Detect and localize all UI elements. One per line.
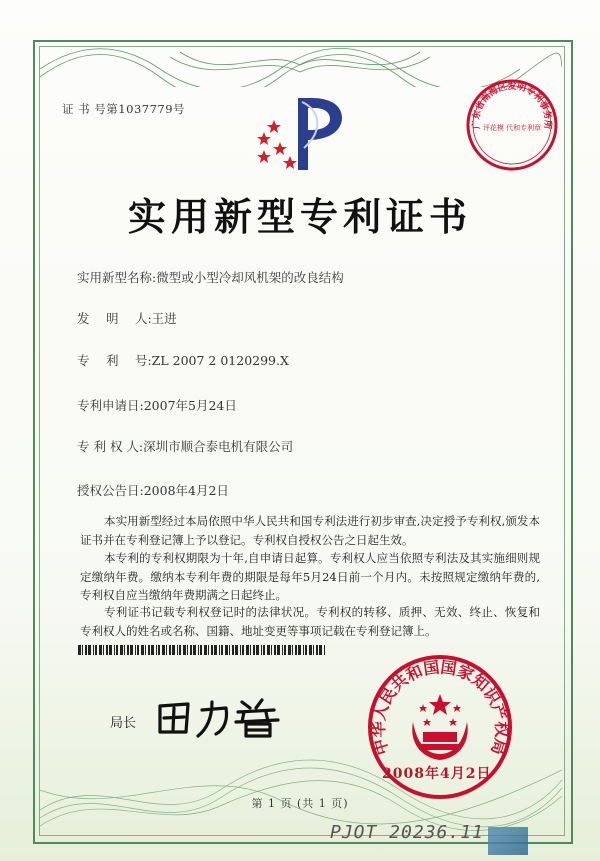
barcode-bar xyxy=(158,645,160,655)
barcode-bar xyxy=(267,645,270,655)
barcode-bar xyxy=(103,645,104,655)
agency-seal-stamp xyxy=(462,75,562,175)
barcode-bar xyxy=(256,645,259,655)
barcode-bar xyxy=(235,645,238,655)
barcode-bar xyxy=(277,645,280,655)
barcode-bar xyxy=(198,645,199,655)
barcode-bar xyxy=(242,645,244,655)
svg-text:评花模 代和专利章: 评花模 代和专利章 xyxy=(482,124,542,132)
barcode-bar xyxy=(193,645,196,655)
paragraph-grant: 本实用新型经过本局依照中华人民共和国专利法进行初步审查,决定授予专利权,颁发本证书并在专利登记簿上予以登记。专利权自授权公告之日起生效。 xyxy=(80,514,540,547)
barcode-bar xyxy=(208,645,209,655)
barcode-bar xyxy=(225,645,228,655)
barcode-bar xyxy=(295,645,297,655)
barcode-bar xyxy=(130,645,133,655)
barcode-bar xyxy=(288,645,291,655)
barcode-bar xyxy=(284,645,286,655)
barcode-bar xyxy=(179,645,181,655)
barcode-bar xyxy=(169,645,171,655)
barcode-bar xyxy=(282,645,283,655)
certificate-number: 证 书 号第1037779号 xyxy=(62,102,186,116)
director-signature xyxy=(150,692,290,740)
barcode-bar xyxy=(309,645,312,655)
barcode-bar xyxy=(219,645,220,655)
barcode-bar xyxy=(211,645,213,655)
barcode-bar xyxy=(187,645,188,655)
sipo-logo-icon xyxy=(250,90,350,176)
corner-tab xyxy=(488,827,528,855)
barcode-bar xyxy=(303,645,304,655)
barcode-bar xyxy=(250,645,251,655)
barcode-bar xyxy=(319,645,322,655)
svg-text:广东省南海区发明专利事务所: 广东省南海区发明专利事务所 xyxy=(471,81,553,130)
barcode-bar xyxy=(246,645,249,655)
handwritten-reference: PJOT 20236.11 xyxy=(330,822,484,843)
field-grant-date: 授权公告日:2008年4月2日 xyxy=(77,483,229,498)
barcode-bar xyxy=(292,645,293,655)
field-patent-holder: 专 利 权 人:深圳市顺合泰电机有限公司 xyxy=(77,439,294,454)
field-patent-number: 专 利 号:ZL 2007 2 0120299.X xyxy=(77,353,289,368)
barcode-bar xyxy=(78,645,81,655)
paragraph-term: 本专利的专利权期限为十年,自申请日起算。专利权人应当依照专利法及其实施细则规定缴纳年费。缴纳本专利年费的期限是每年5月24日前一个月内。未按照规定缴纳年费的,专利权自应当缴纳年费期满之日起终止。 xyxy=(80,551,540,602)
barcode-bar xyxy=(95,645,97,655)
barcode-bar xyxy=(82,645,83,655)
barcode-bar xyxy=(148,645,150,655)
barcode-bar xyxy=(253,645,255,655)
barcode-bar xyxy=(114,645,115,655)
barcode-bar xyxy=(232,645,234,655)
barcode-bar xyxy=(116,645,118,655)
barcode-bar xyxy=(172,645,175,655)
certificate-title: 实用新型专利证书 xyxy=(127,194,472,239)
barcode-bar xyxy=(263,645,265,655)
barcode-bar xyxy=(120,645,123,655)
barcode xyxy=(78,645,328,655)
barcode-bar xyxy=(214,645,217,655)
barcode-bar xyxy=(229,645,230,655)
barcode-bar xyxy=(109,645,112,655)
barcode-bar xyxy=(141,645,144,655)
field-filing-date: 专利申请日:2007年5月24日 xyxy=(77,398,237,413)
barcode-bar xyxy=(137,645,139,655)
barcode-bar xyxy=(240,645,241,655)
barcode-bar xyxy=(221,645,223,655)
barcode-bar xyxy=(316,645,318,655)
barcode-bar xyxy=(177,645,178,655)
paragraph-legal-status: 专利证书记载专利权登记时的法律状况。专利权的转移、质押、无效、终止、恢复和专利权人的姓名或名称、国籍、地址变更等事项记载在专利登记簿上。 xyxy=(80,605,540,638)
barcode-bar xyxy=(162,645,165,655)
barcode-bar xyxy=(151,645,154,655)
barcode-bar xyxy=(190,645,192,655)
barcode-bar xyxy=(124,645,125,655)
barcode-bar xyxy=(200,645,202,655)
barcode-bar xyxy=(324,645,325,655)
seal-date: 2008年4月2日 xyxy=(382,766,492,782)
barcode-bar xyxy=(274,645,276,655)
barcode-bar xyxy=(99,645,102,655)
barcode-bar xyxy=(261,645,262,655)
barcode-bar xyxy=(166,645,167,655)
page-number: 第 1 页 (共 1 页) xyxy=(251,797,349,810)
barcode-bar xyxy=(106,645,108,655)
field-model-name: 实用新型名称:微型或小型冷却风机架的改良结构 xyxy=(77,270,344,285)
barcode-bar xyxy=(313,645,314,655)
barcode-bar xyxy=(156,645,157,655)
barcode-bar xyxy=(298,645,301,655)
barcode-bar xyxy=(204,645,207,655)
barcode-bar xyxy=(305,645,307,655)
barcode-bar xyxy=(93,645,94,655)
svg-text:中华人民共和国国家知识产权局: 中华人民共和国国家知识产权局 xyxy=(368,657,512,758)
signature-label: 局长 xyxy=(110,716,137,731)
barcode-bar xyxy=(127,645,129,655)
barcode-bar xyxy=(271,645,272,655)
field-inventor: 发 明 人:王进 xyxy=(77,311,177,326)
barcode-bar xyxy=(135,645,136,655)
national-emblem-icon xyxy=(412,694,468,760)
barcode-bar xyxy=(183,645,186,655)
barcode-bar xyxy=(85,645,87,655)
barcode-bar xyxy=(88,645,91,655)
barcode-bar xyxy=(145,645,146,655)
